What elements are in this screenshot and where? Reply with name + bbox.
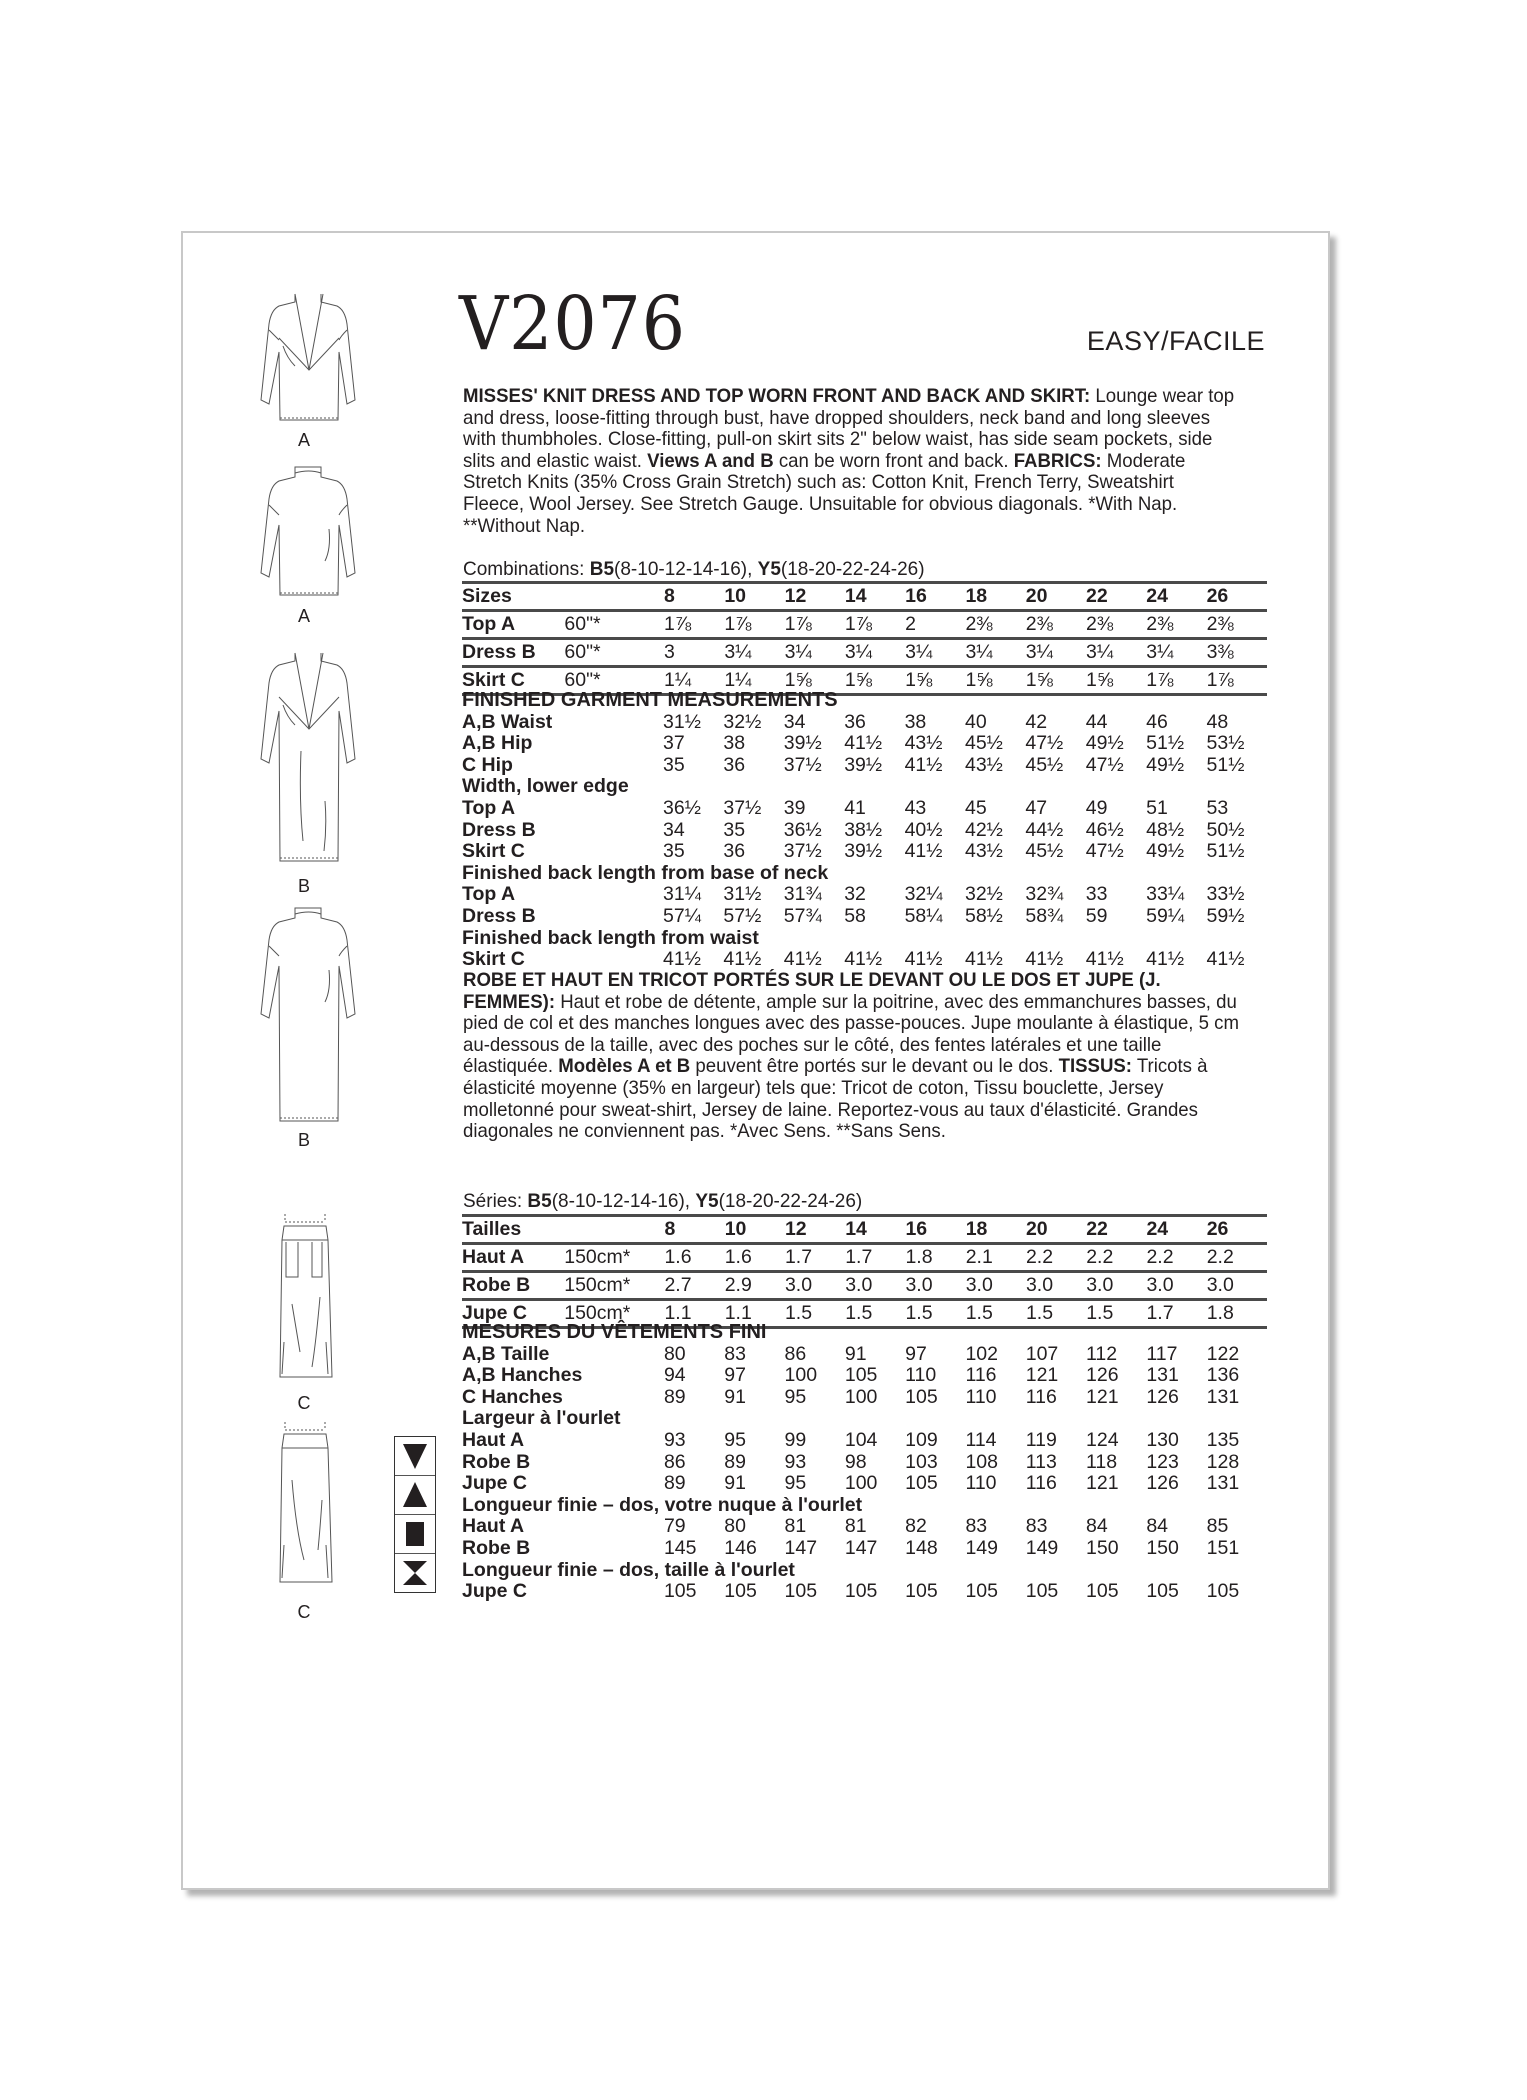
yardage-table-french bbox=[462, 1214, 1267, 1329]
measurement-row: Dress B 34 35 36½ 38½ 40½ 42½ 44½ 46½ 48½ 50½ bbox=[462, 818, 1245, 841]
description-french: ROBE ET HAUT EN TRICOT PORTÉS SUR LE DEVANT OU LE DOS ET JUPE (J. FEMMES): Haut et robe de détente, ample sur la poitrine, avec des emmanchures basses, du pied de col et des manches longues avec des passe-pouces. Jupe moulante à élastique, 5 cm au-dessous de la taille, avec des poches sur le côté, des fentes latérales et une taille élastiquée. Modèles A et B peuvent être portés sur le devant ou le dos. TISSUS: Tricots à élasticité moyenne (35% en largeur) tels que: Tricot de coton, Tissu bouclette, Jersey molletonné pour sweat-shirt, Jersey de laine. Reportez-vous au taux d'élasticité. Grandes diagonales ne conviennent pas. *Avec Sens. **Sans Sens. bbox=[463, 970, 1239, 1143]
size-header: 18 bbox=[965, 1218, 988, 1240]
hourglass-icon bbox=[395, 1554, 435, 1592]
size-header: 22 bbox=[1086, 585, 1108, 607]
measurement-row: Haut A 79 80 81 81 82 83 83 84 84 85 bbox=[462, 1515, 1229, 1538]
measurement-row: C Hanches 89 91 95 100 105 110 116 121 126 131 bbox=[462, 1385, 1240, 1408]
measurement-row: A,B Taille 80 83 86 91 97 102 107 112 117 122 bbox=[462, 1342, 1240, 1365]
combinations-french: Séries: B5(8-10-12-14-16), Y5(18-20-22-24-26) bbox=[463, 1191, 863, 1212]
measurement-row: A,B Hanches 94 97 100 105 110 116 121 126 131 136 bbox=[462, 1364, 1240, 1387]
measurement-row: Skirt C 35 36 37½ 39½ 41½ 43½ 45½ 47½ 49½ 51½ bbox=[462, 840, 1245, 863]
description-title: MISSES' KNIT DRESS AND TOP WORN FRONT AND BACK AND SKIRT: bbox=[463, 386, 1091, 407]
measurement-row: Jupe C 105 105 105 105 105 105 105 105 105 105 bbox=[462, 1580, 1240, 1603]
size-header: 26 bbox=[1206, 585, 1229, 607]
yardage-table-english bbox=[462, 581, 1267, 696]
size-header: 14 bbox=[844, 585, 867, 607]
view-label-b-front: B bbox=[297, 876, 310, 896]
size-header: 16 bbox=[905, 585, 927, 607]
size-header: 12 bbox=[784, 1218, 807, 1240]
measurement-row: Jupe C 89 91 95 100 105 110 116 121 126 131 bbox=[462, 1472, 1240, 1495]
measurement-row: Skirt C 41½ 41½ 41½ 41½ 41½ 41½ 41½ 41½ 41½ 41½ bbox=[462, 948, 1245, 971]
difficulty-label: EASY/FACILE bbox=[1086, 326, 1265, 356]
skirt-back-illustration bbox=[270, 1420, 340, 1590]
measurements-heading: MESURES DU VÊTEMENTS FINI bbox=[462, 1321, 767, 1343]
size-header: 10 bbox=[724, 1218, 747, 1240]
measurement-section: Largeur à l'ourlet bbox=[462, 1407, 621, 1430]
size-header: 8 bbox=[664, 1218, 676, 1240]
yardage-row: Skirt C 60"* 1¼ 1¼ 1⅝ 1⅝ 1⅝ 1⅝ 1⅝ 1⅝ 1⅞ 1⅞ bbox=[462, 667, 1267, 695]
triangle-down-icon bbox=[395, 1437, 435, 1476]
size-header: 22 bbox=[1086, 1218, 1108, 1240]
size-header: 16 bbox=[905, 1218, 928, 1240]
size-header-row: Sizes 8 10 12 14 16 18 20 22 24 26 bbox=[462, 583, 1267, 611]
pattern-number: V2076 bbox=[459, 281, 687, 367]
measurement-section: Finished back length from waist bbox=[462, 926, 759, 949]
top-front-illustration bbox=[243, 292, 363, 427]
size-header: 12 bbox=[784, 585, 807, 607]
description-title-fr: ROBE ET HAUT EN TRICOT PORTÉS SUR LE DEVANT OU LE DOS ET JUPE (J. FEMMES): bbox=[463, 970, 1161, 1013]
view-label-b-back: B bbox=[297, 1130, 310, 1150]
size-header: 24 bbox=[1146, 585, 1168, 607]
dress-front-illustration bbox=[243, 651, 363, 866]
view-label-c-back: C bbox=[297, 1602, 311, 1622]
yardage-row: Jupe C 150cm* 1.1 1.1 1.5 1.5 1.5 1.5 1.5 1.5 1.7 1.8 bbox=[462, 1300, 1267, 1328]
measurements-table-english bbox=[462, 690, 1267, 971]
top-back-illustration bbox=[243, 465, 363, 600]
measurement-section: Finished back length from base of neck bbox=[462, 861, 829, 884]
size-header: 20 bbox=[1025, 585, 1048, 607]
combinations-english: Combinations: B5(8-10-12-14-16), Y5(18-20-22-24-26) bbox=[463, 559, 925, 580]
measurement-row: Dress B 57¼ 57½ 57¾ 58 58¼ 58½ 58¾ 59 59¼ 59½ bbox=[462, 904, 1245, 927]
size-header: 14 bbox=[845, 1218, 867, 1240]
measurement-section: Width, lower edge bbox=[462, 775, 629, 798]
size-header: 26 bbox=[1206, 1218, 1229, 1240]
description-english: MISSES' KNIT DRESS AND TOP WORN FRONT AND BACK AND SKIRT: Lounge wear top and dress, loose-fitting through bust, have dropped shoulders, neck band and long sleeves with thumbholes. Close-fitting, pull-on skirt sits 2" below waist, has side seam pockets, side slits and elastic waist. Views A and B can be worn front and back. FABRICS: Moderate Stretch Knits (35% Cross Grain Stretch) such as: Cotton Knit, French Terry, Sweatshirt Fleece, Wool Jersey. See Stretch Gauge. Unsuitable for obvious diagonals. *With Nap. **Without Nap. bbox=[463, 386, 1235, 537]
measurement-row: A,B Waist 31½ 32½ 34 36 38 40 42 44 46 48 bbox=[462, 710, 1229, 733]
view-label-a-back: A bbox=[297, 606, 310, 626]
size-header: 8 bbox=[664, 585, 675, 607]
view-label-a-front: A bbox=[297, 430, 310, 450]
measurements-table-french bbox=[462, 1322, 1267, 1603]
measurement-row: C Hip 35 36 37½ 39½ 41½ 43½ 45½ 47½ 49½ 51½ bbox=[462, 753, 1245, 776]
size-header: 10 bbox=[724, 585, 747, 607]
measurements-heading: FINISHED GARMENT MEASUREMENTS bbox=[462, 689, 838, 711]
size-header: 18 bbox=[965, 585, 988, 607]
measurement-section: Longueur finie – dos, votre nuque à l'ourlet bbox=[462, 1493, 863, 1516]
measurement-row: Haut A 93 95 99 104 109 114 119 124 130 135 bbox=[462, 1428, 1240, 1451]
measurement-row: Robe B 86 89 93 98 103 108 113 118 123 128 bbox=[462, 1450, 1240, 1473]
yardage-row: Haut A 150cm* 1.6 1.6 1.7 1.7 1.8 2.1 2.2 2.2 2.2 2.2 bbox=[462, 1244, 1267, 1272]
skirt-front-illustration bbox=[270, 1212, 340, 1387]
yardage-row: Dress B 60"* 3 3¼ 3¼ 3¼ 3¼ 3¼ 3¼ 3¼ 3¼ 3⅜ bbox=[462, 639, 1267, 667]
yardage-row: Robe B 150cm* 2.7 2.9 3.0 3.0 3.0 3.0 3.0 3.0 3.0 3.0 bbox=[462, 1272, 1267, 1300]
triangle-up-icon bbox=[395, 1476, 435, 1515]
view-label-c-front: C bbox=[297, 1393, 311, 1413]
symbols-legend bbox=[394, 1436, 436, 1593]
size-header: 24 bbox=[1146, 1218, 1169, 1240]
measurement-row: A,B Hip 37 38 39½ 41½ 43½ 45½ 47½ 49½ 51½ 53½ bbox=[462, 732, 1245, 755]
size-header: 20 bbox=[1025, 1218, 1048, 1240]
square-icon bbox=[395, 1515, 435, 1554]
dress-back-illustration bbox=[243, 906, 363, 1126]
measurement-row: Top A 36½ 37½ 39 41 43 45 47 49 51 53 bbox=[462, 796, 1229, 819]
measurement-row: Robe B 145 146 147 147 148 149 149 150 150 151 bbox=[462, 1536, 1240, 1559]
measurement-section: Longueur finie – dos, taille à l'ourlet bbox=[462, 1558, 795, 1581]
yardage-row: Top A 60"* 1⅞ 1⅞ 1⅞ 1⅞ 2 2⅜ 2⅜ 2⅜ 2⅜ 2⅜ bbox=[462, 611, 1267, 639]
size-header-row: Tailles 8 10 12 14 16 18 20 22 24 26 bbox=[462, 1216, 1267, 1244]
measurement-row: Top A 31¼ 31½ 31¾ 32 32¼ 32½ 32¾ 33 33¼ 33½ bbox=[462, 883, 1245, 906]
